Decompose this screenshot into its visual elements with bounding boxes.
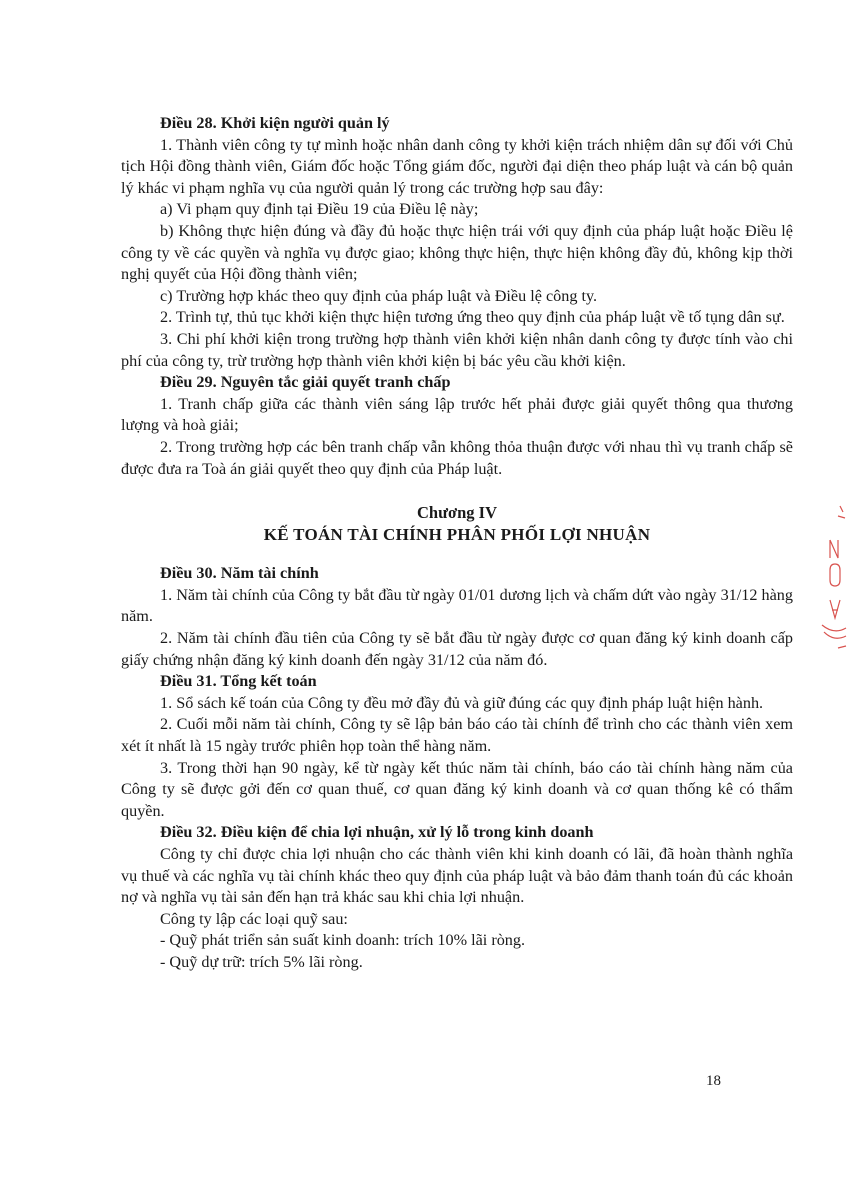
article-30-paragraph-2: 2. Năm tài chính đầu tiên của Công ty sẽ bắt đầu từ ngày được cơ quan đăng ký kinh doanh cấp giấy chứng nhận đăng ký kinh doanh đến ngày 31/12 của năm đó. (121, 629, 793, 669)
article-28-paragraph-2: 2. Trình tự, thủ tục khởi kiện thực hiện tương ứng theo quy định của pháp luật về tố tụng dân sự. (160, 308, 785, 327)
article-28-item-c: c) Trường hợp khác theo quy định của pháp luật và Điều lệ công ty. (160, 286, 598, 305)
article-31-paragraph-2: 2. Cuối mỗi năm tài chính, Công ty sẽ lập bản báo cáo tài chính để trình cho các thành viên xem xét ít nhất là 15 ngày trước phiên họp toàn thể hàng năm. (121, 715, 793, 756)
document-body (121, 113, 793, 974)
stamp-edge-icon (818, 500, 847, 660)
page-number: 18 (706, 1073, 721, 1089)
article-31-paragraph-1: 1. Sổ sách kế toán của Công ty đều mở đầy đủ và giữ đúng các quy định pháp luật hiện hành. (160, 693, 764, 712)
chapter-title: KẾ TOÁN TÀI CHÍNH PHÂN PHỐI LỢI NHUẬN (263, 524, 651, 544)
article-31-paragraph-3: 3. Trong thời hạn 90 ngày, kể từ ngày kết thúc năm tài chính, báo cáo tài chính hàng năm của Công ty sẽ được gởi đến cơ quan thuế, cơ quan đăng ký kinh doanh và cơ quan thống kê có thẩm quyền. (121, 758, 793, 820)
article-28-item-a: a) Vi phạm quy định tại Điều 19 của Điều lệ này; (160, 200, 479, 219)
article-29-paragraph-2: 2. Trong trường hợp các bên tranh chấp vẫn không thỏa thuận được với nhau thì vụ tranh chấp sẽ được đưa ra Toà án giải quyết theo quy định của Pháp luật. (121, 437, 793, 478)
article-28-paragraph-3: 3. Chi phí khởi kiện trong trường hợp thành viên khởi kiện nhân danh công ty được tính vào chi phí của công ty, trừ trường hợp thành viên khởi kiện bị bác yêu cầu khởi kiện. (121, 329, 793, 370)
article-32-paragraph-1: Công ty chỉ được chia lợi nhuận cho các thành viên khi kinh doanh có lãi, đã hoàn thành nghĩa vụ thuế và các nghĩa vụ tài chính khác theo quy định của pháp luật và bảo đảm thanh toán đủ các khoản nợ và nghĩa vụ tài sản đến hạn trả khác sau khi chia lợi nhuận. (121, 845, 793, 907)
article-28-heading: Điều 28. Khởi kiện người quản lý (160, 114, 390, 132)
chapter-number: Chương IV (416, 503, 498, 523)
article-32-fund-1: - Quỹ phát triển sản suất kinh doanh: trích 10% lãi ròng. (160, 931, 526, 950)
article-32-heading: Điều 32. Điều kiện để chia lợi nhuận, xử lý lỗ trong kinh doanh (160, 823, 594, 842)
article-29-paragraph-1: 1. Tranh chấp giữa các thành viên sáng lập trước hết phải được giải quyết thông qua thương lượng và hoà giải; (121, 394, 793, 435)
article-28-item-b: b) Không thực hiện đúng và đầy đủ hoặc thực hiện trái với quy định của pháp luật hoặc Điều lệ công ty về các quyền và nghĩa vụ được giao; không thực hiện, thực hiện không đầy đủ, không kịp thời nghị quyết của Hội đồng thành viên; (121, 221, 793, 284)
article-32-fund-2: - Quỹ dự trữ: trích 5% lãi ròng. (160, 952, 363, 971)
article-28-paragraph-1: 1. Thành viên công ty tự mình hoặc nhân danh công ty khởi kiện trách nhiệm dân sự đối với Chủ tịch Hội đồng thành viên, Giám đốc hoặc Tổng giám đốc, người đại diện theo pháp luật và cán bộ quản lý khác vi phạm nghĩa vụ của người quản lý trong các trường hợp sau đây: (121, 135, 793, 197)
article-30-heading: Điều 30. Năm tài chính (160, 564, 319, 583)
article-31-heading: Điều 31. Tổng kết toán (160, 672, 317, 691)
article-29-heading: Điều 29. Nguyên tắc giải quyết tranh chấp (160, 373, 451, 392)
article-30-paragraph-1: 1. Năm tài chính của Công ty bắt đầu từ ngày 01/01 dương lịch và chấm dứt vào ngày 31/12 hàng năm. (121, 585, 793, 626)
article-32-paragraph-2: Công ty lập các loại quỹ sau: (160, 909, 348, 928)
